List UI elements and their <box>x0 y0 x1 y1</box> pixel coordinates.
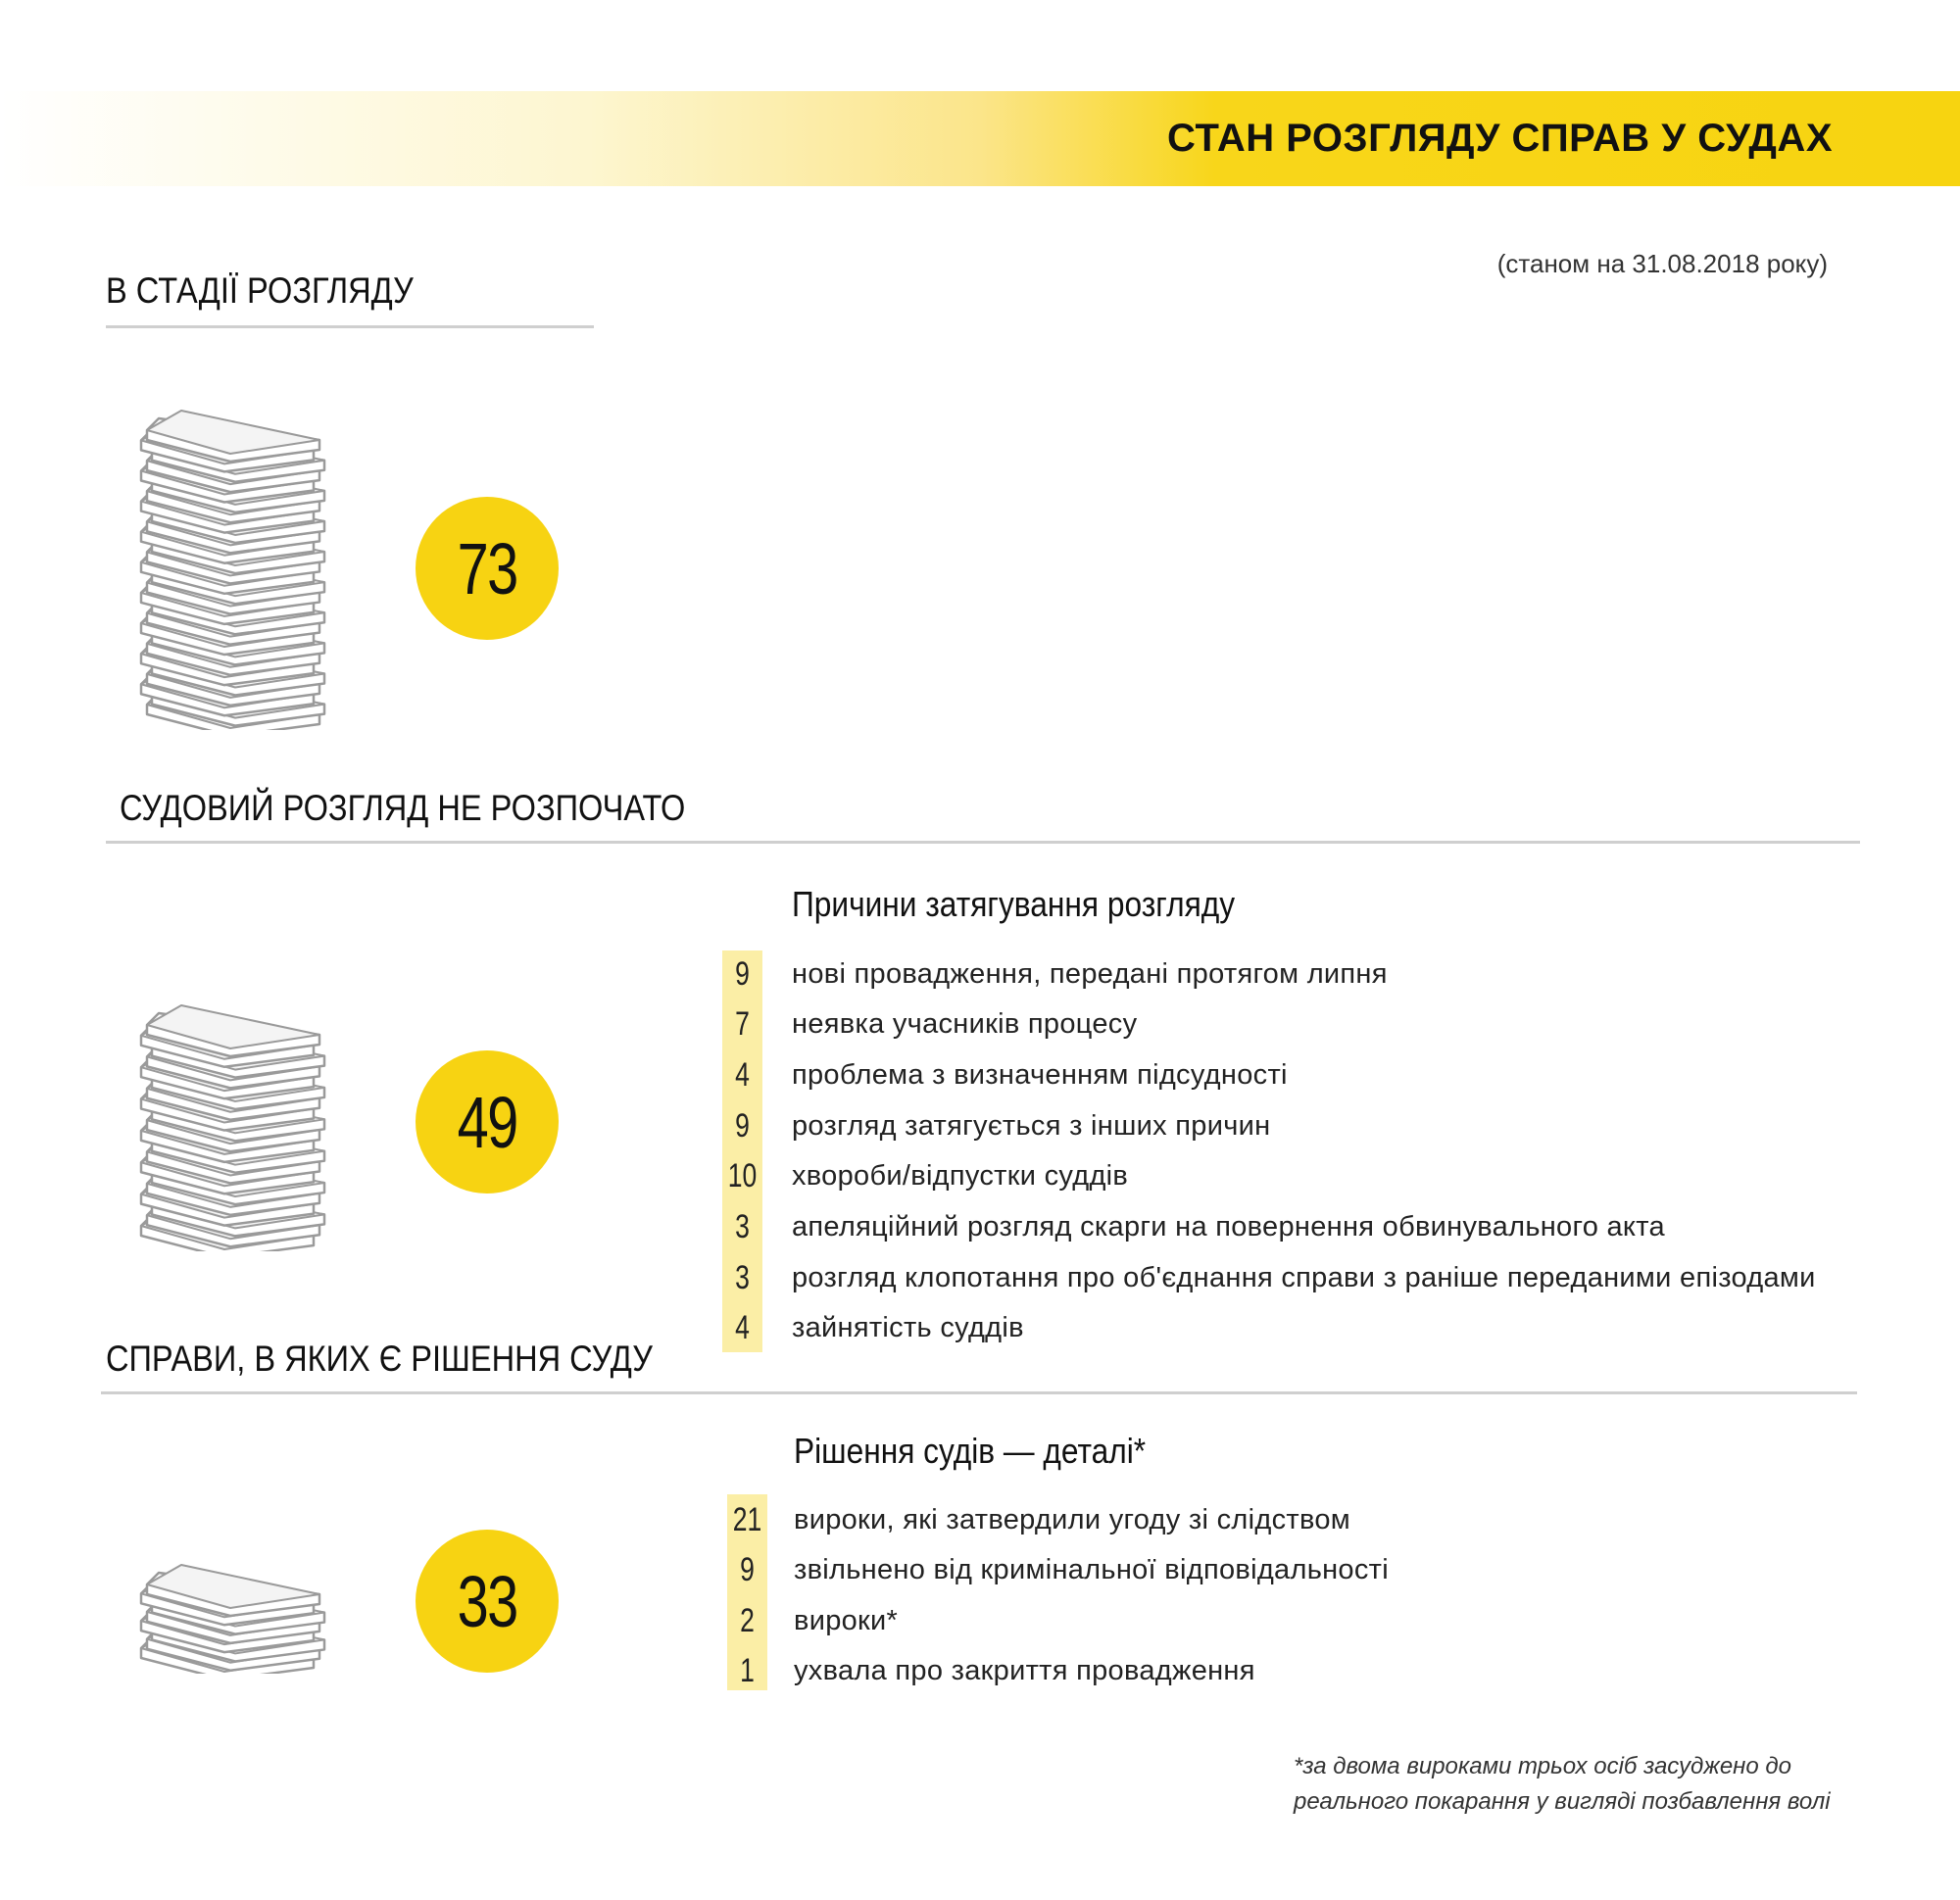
page-title: СТАН РОЗГЛЯДУ СПРАВ У СУДАХ <box>1167 117 1833 160</box>
paper-stack-icon <box>137 992 333 1251</box>
delay-reasons-heading: Причини затягування розгляду <box>792 884 1236 924</box>
list-item <box>727 1646 1255 1697</box>
list-item-count: 7 <box>735 1005 750 1044</box>
list-item-label: нові провадження, передані протягом липня <box>792 957 1388 990</box>
list-item-count: 3 <box>735 1208 750 1245</box>
count-badge-not-started <box>416 1050 559 1194</box>
list-item-label: неявка учасників процесу <box>792 1008 1138 1041</box>
list-item <box>722 1151 1129 1202</box>
list-item-count: 9 <box>735 1106 750 1145</box>
list-item <box>722 1303 1024 1354</box>
footnote: *за двома вироками трьох осіб засуджено до реального покарання у вигляді позбавлення волі <box>1294 1753 1831 1815</box>
count-in-review: 73 <box>457 527 517 609</box>
header-banner <box>0 91 1960 186</box>
list-item-label: розгляд клопотання про об'єднання справи з раніше переданими епізодами <box>792 1261 1816 1293</box>
list-item <box>722 999 1138 1050</box>
list-item-label: проблема з визначенням підсудності <box>792 1058 1288 1091</box>
section-title-not-started: СУДОВИЙ РОЗГЛЯД НЕ РОЗПОЧАТО <box>120 788 686 828</box>
list-item <box>727 1545 1389 1596</box>
section-rule-with-decisions <box>101 1391 1857 1394</box>
list-item-label: вироки, які затвердили угоду зі слідством <box>794 1503 1351 1535</box>
paper-stack-icon <box>137 397 333 730</box>
list-item-count: 1 <box>740 1652 755 1689</box>
list-item-label: ухвала про закриття провадження <box>794 1655 1255 1686</box>
section-rule-not-started <box>106 841 1860 844</box>
count-badge-with-decisions <box>416 1530 559 1673</box>
list-item <box>727 1494 1351 1545</box>
list-item-count: 9 <box>735 954 750 993</box>
list-item-count: 4 <box>735 1309 750 1347</box>
list-item <box>727 1595 899 1646</box>
list-item-label: зайнятість суддів <box>792 1312 1024 1344</box>
list-item <box>722 1049 1288 1100</box>
date-note: (станом на 31.08.2018 року) <box>1496 249 1828 278</box>
list-item-label: хвороби/відпустки суддів <box>792 1160 1129 1193</box>
list-item-count: 2 <box>740 1601 755 1639</box>
list-item-label: звільнено від кримінальної відповідальності <box>794 1554 1389 1585</box>
list-item-label: вироки* <box>794 1604 899 1636</box>
section-title-with-decisions: СПРАВИ, В ЯКИХ Є РІШЕННЯ СУДУ <box>106 1339 653 1379</box>
list-item <box>722 1202 1665 1253</box>
count-badge-in-review <box>416 497 559 640</box>
list-item-count: 10 <box>727 1157 758 1195</box>
list-item-label: апеляційний розгляд скарги на повернення обвинувального акта <box>792 1211 1665 1242</box>
list-item-count: 9 <box>740 1551 755 1588</box>
count-not-started: 49 <box>457 1081 517 1163</box>
paper-stack-icon <box>137 1551 333 1674</box>
list-item <box>722 1100 1271 1151</box>
count-with-decisions: 33 <box>457 1560 517 1642</box>
section-title-in-review: В СТАДІЇ РОЗГЛЯДУ <box>106 270 414 311</box>
list-item-count: 21 <box>732 1500 762 1538</box>
list-item-label: розгляд затягується з інших причин <box>792 1109 1271 1142</box>
list-item-count: 4 <box>735 1055 750 1094</box>
section-rule-in-review <box>106 325 594 328</box>
list-item-count: 3 <box>735 1258 750 1296</box>
list-item <box>722 1252 1816 1303</box>
list-item <box>722 949 1388 999</box>
decisions-heading: Рішення судів — деталі* <box>794 1431 1147 1471</box>
